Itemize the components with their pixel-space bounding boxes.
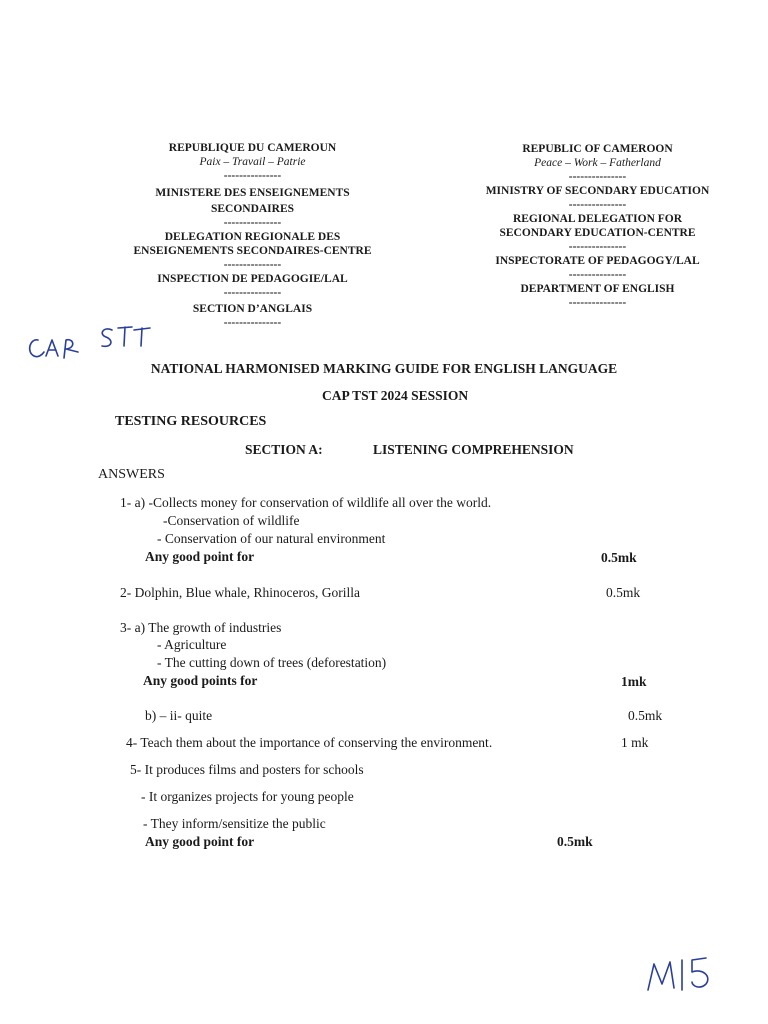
ministry-fr-line2: SECONDAIRES — [210, 203, 295, 215]
session-title: CAP TST 2024 SESSION — [322, 388, 469, 403]
header-english — [450, 142, 745, 310]
q5-line1: 5- It produces films and posters for schools — [130, 762, 364, 777]
q1-mark: 0.5mk — [601, 550, 637, 565]
q4-line1: 4- Teach them about the importance of conserving the environment. — [126, 735, 493, 750]
separator: --------------- — [223, 170, 282, 182]
q5-line2: - It organizes projects for young people — [141, 789, 354, 804]
q3-line3: - The cutting down of trees (deforestation) — [157, 655, 387, 670]
q2-mark: 0.5mk — [606, 585, 641, 600]
delegation-fr-line1: DELEGATION REGIONALE DES — [164, 231, 341, 243]
inspectorate-en: INSPECTORATE OF PEDAGOGY/LAL — [495, 255, 700, 267]
delegation-en-line1: REGIONAL DELEGATION FOR — [512, 213, 683, 225]
separator: --------------- — [223, 259, 282, 271]
q1-line3: - Conservation of our natural environment — [157, 531, 386, 546]
section-name: LISTENING COMPREHENSION — [373, 442, 574, 457]
separator: --------------- — [223, 287, 282, 299]
country-name-en: REPUBLIC OF CAMEROON — [522, 143, 673, 155]
separator: --------------- — [568, 199, 627, 211]
ministry-fr-line1: MINISTERE DES ENSEIGNEMENTS — [155, 187, 350, 199]
separator: --------------- — [568, 241, 627, 253]
motto-en: Peace – Work – Fatherland — [534, 157, 661, 169]
q3-b-mark: 0.5mk — [628, 708, 663, 723]
q1-line2: -Conservation of wildlife — [163, 513, 300, 528]
q4-mark: 1 mk — [621, 735, 649, 750]
section-fr: SECTION D’ANGLAIS — [192, 303, 313, 315]
delegation-fr-line2: ENSEIGNEMENTS SECONDAIRES-CENTRE — [133, 245, 372, 257]
q3-line2: - Agriculture — [157, 637, 227, 652]
ministry-en: MINISTRY OF SECONDARY EDUCATION — [485, 185, 710, 197]
q3-mark: 1mk — [621, 674, 647, 689]
delegation-en-line2: SECONDARY EDUCATION-CENTRE — [499, 227, 696, 239]
motto-fr: Paix – Travail – Patrie — [199, 156, 306, 168]
separator: --------------- — [223, 317, 282, 329]
header-french — [100, 141, 405, 330]
q5-line3: - They inform/sensitize the public — [143, 816, 326, 831]
separator: --------------- — [568, 297, 627, 309]
q3-line1: 3- a) The growth of industries — [120, 620, 282, 635]
q5-note: Any good point for — [145, 834, 255, 849]
section-label: SECTION A: — [245, 442, 323, 457]
answers-label: ANSWERS — [98, 467, 165, 482]
handwritten-m5 — [640, 950, 730, 1000]
page-title: NATIONAL HARMONISED MARKING GUIDE FOR ENGLISH LANGUAGE — [150, 361, 618, 376]
separator: --------------- — [568, 171, 627, 183]
q3-b-line: b) – ii- quite — [145, 708, 213, 723]
q1-note: Any good point for — [145, 549, 255, 564]
q2-line1: 2- Dolphin, Blue whale, Rhinoceros, Gorilla — [120, 585, 360, 600]
country-name-fr: REPUBLIQUE DU CAMEROUN — [168, 142, 337, 154]
separator: --------------- — [223, 217, 282, 229]
department-en: DEPARTMENT OF ENGLISH — [520, 283, 675, 295]
testing-resources-heading: TESTING RESOURCES — [115, 414, 267, 429]
separator: --------------- — [568, 269, 627, 281]
q3-note: Any good points for — [143, 673, 258, 688]
q5-mark: 0.5mk — [557, 834, 593, 849]
q1-line1: 1- a) -Collects money for conservation of wildlife all over the world. — [120, 495, 492, 510]
inspection-fr: INSPECTION DE PEDAGOGIE/LAL — [157, 273, 348, 285]
